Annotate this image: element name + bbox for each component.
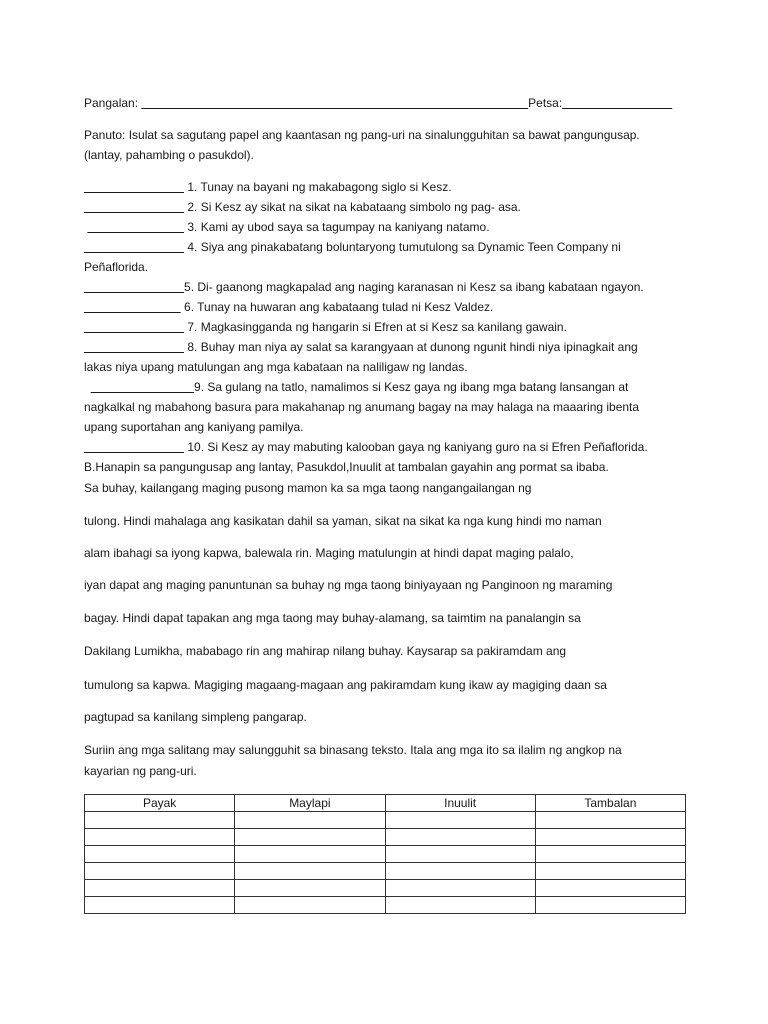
table-cell[interactable] — [85, 829, 235, 846]
paragraph-line: Sa buhay, kailangang maging pusong mamon ka sa mga taong nangangailangan ng — [84, 481, 532, 495]
item-text: 5. Di- gaanong magkapalad ang naging karanasan ni Kesz sa ibang kabataan ngayon. — [184, 280, 644, 294]
table-cell[interactable] — [535, 846, 685, 863]
table-row — [85, 863, 686, 880]
table-cell[interactable] — [235, 812, 385, 829]
table-cell[interactable] — [535, 897, 685, 914]
table-cell[interactable] — [385, 829, 535, 846]
answer-blank — [84, 320, 184, 334]
table-cell[interactable] — [385, 846, 535, 863]
table-cell[interactable] — [85, 863, 235, 880]
table-cell[interactable] — [535, 812, 685, 829]
answer-blank — [87, 220, 184, 234]
table-cell[interactable] — [385, 897, 535, 914]
item-continuation: upang suportahan ang kaniyang pamilya. — [84, 420, 304, 434]
answer-blank — [84, 440, 184, 454]
table-cell[interactable] — [235, 863, 385, 880]
answer-blank — [84, 280, 184, 294]
item-row — [84, 280, 684, 294]
column-header-tambalan: Tambalan — [535, 795, 685, 812]
answer-table — [84, 794, 686, 914]
item-row — [84, 220, 684, 234]
table-cell[interactable] — [235, 829, 385, 846]
answer-blank — [84, 340, 184, 354]
item-row — [84, 380, 684, 394]
table-cell[interactable] — [235, 846, 385, 863]
paragraph-line: Dakilang Lumikha, mababago rin ang mahirap nilang buhay. Kaysarap sa pakiramdam ang — [84, 644, 567, 658]
paragraph-line: pagtupad sa kanilang simpleng pangarap. — [84, 710, 307, 724]
column-header-maylapi: Maylapi — [235, 795, 385, 812]
date-blank — [562, 96, 672, 110]
item-text: 1. Tunay na bayani ng makabagong siglo si Kesz. — [184, 180, 452, 194]
item-row — [84, 320, 684, 334]
column-header-payak: Payak — [85, 795, 235, 812]
item-row — [84, 300, 684, 314]
table-row — [85, 897, 686, 914]
item-text: 3. Kami ay ubod saya sa tagumpay na kaniyang natamo. — [184, 220, 490, 234]
item-continuation: lakas niya upang matulungan ang mga kabataan na naliligaw ng landas. — [84, 360, 468, 374]
table-row — [85, 829, 686, 846]
item-continuation: nagkalkal ng mabahong basura para makahanap ng anumang bagay na may halaga na maaaring ibenta — [84, 400, 640, 414]
table-cell[interactable] — [85, 812, 235, 829]
paragraph-line: tumulong sa kapwa. Magiging magaang-magaan ang pakiramdam kung ikaw ay magiging daan sa — [84, 678, 607, 692]
item-row — [84, 180, 684, 194]
answer-blank — [84, 240, 184, 254]
item-text: 6. Tunay na huwaran ang kabataang tulad ni Kesz Valdez. — [180, 300, 494, 314]
answer-blank — [91, 380, 194, 394]
task-line-1: Suriin ang mga salitang may salungguhit sa binasang teksto. Itala ang mga ito sa ilalim ng angkop na — [84, 743, 622, 757]
table-cell[interactable] — [85, 880, 235, 897]
table-cell[interactable] — [535, 863, 685, 880]
answer-blank — [84, 180, 184, 194]
item-text: 7. Magkasingganda ng hangarin si Efren at si Kesz sa kanilang gawain. — [184, 320, 567, 334]
date-label: Petsa: — [528, 96, 563, 110]
name-label: Pangalan: — [84, 96, 142, 110]
item-text: 9. Sa gulang na tatlo, namalimos si Kesz gaya ng ibang mga batang lansangan at — [194, 380, 629, 394]
table-cell[interactable] — [385, 880, 535, 897]
task-line-2: kayarian ng pang-uri. — [84, 764, 197, 778]
item-row — [84, 240, 684, 254]
table-cell[interactable] — [535, 880, 685, 897]
instructions-line-2: (lantay, pahambing o pasukdol). — [84, 148, 254, 162]
item-row — [84, 200, 684, 214]
table-cell[interactable] — [85, 846, 235, 863]
table-cell[interactable] — [385, 812, 535, 829]
column-header-inuulit: Inuulit — [385, 795, 535, 812]
instructions-line-1: Panuto: Isulat sa sagutang papel ang kaantasan ng pang-uri na sinalungguhitan sa bawat pangungusap. — [84, 128, 640, 142]
table-header-row — [85, 795, 686, 812]
table-cell[interactable] — [385, 863, 535, 880]
item-row — [84, 340, 684, 354]
paragraph-line: alam ibahagi sa iyong kapwa, balewala rin. Maging matulungin at hindi dapat maging palalo, — [84, 546, 574, 560]
table-cell[interactable] — [85, 897, 235, 914]
item-text: 8. Buhay man niya ay salat sa karangyaan at dunong ngunit hindi niya ipinagkait ang — [184, 340, 638, 354]
item-row — [84, 440, 684, 454]
item-text: 2. Si Kesz ay sikat na sikat na kabataang simbolo ng pag- asa. — [184, 200, 521, 214]
table-cell[interactable] — [235, 880, 385, 897]
paragraph-line: tulong. Hindi mahalaga ang kasikatan dahil sa yaman, sikat na sikat ka nga kung hindi mo naman — [84, 514, 602, 528]
table-cell[interactable] — [535, 829, 685, 846]
paragraph-line: iyan dapat ang maging panuntunan sa buhay ng mga taong biniyayaan ng Panginoon ng maraming — [84, 578, 613, 592]
name-date-line — [84, 96, 684, 110]
section-b-heading: B.Hanapin sa pangungusap ang lantay, Pasukdol,Inuulit at tambalan gayahin ang pormat sa ibaba. — [84, 460, 609, 474]
item-text: 10. Si Kesz ay may mabuting kalooban gaya ng kaniyang guro na si Efren Peñaflorida. — [184, 440, 648, 454]
paragraph-line: bagay. Hindi dapat tapakan ang mga taong may buhay-alamang, sa taimtim na panalangin sa — [84, 611, 581, 625]
item-text: 4. Siya ang pinakabatang boluntaryong tumutulong sa Dynamic Teen Company ni — [184, 240, 621, 254]
table-row — [85, 846, 686, 863]
table-cell[interactable] — [235, 897, 385, 914]
table-row — [85, 880, 686, 897]
table-row — [85, 812, 686, 829]
answer-blank — [84, 300, 181, 314]
item-continuation: Peñaflorida. — [84, 260, 149, 274]
name-blank — [141, 96, 528, 110]
answer-blank — [84, 200, 184, 214]
